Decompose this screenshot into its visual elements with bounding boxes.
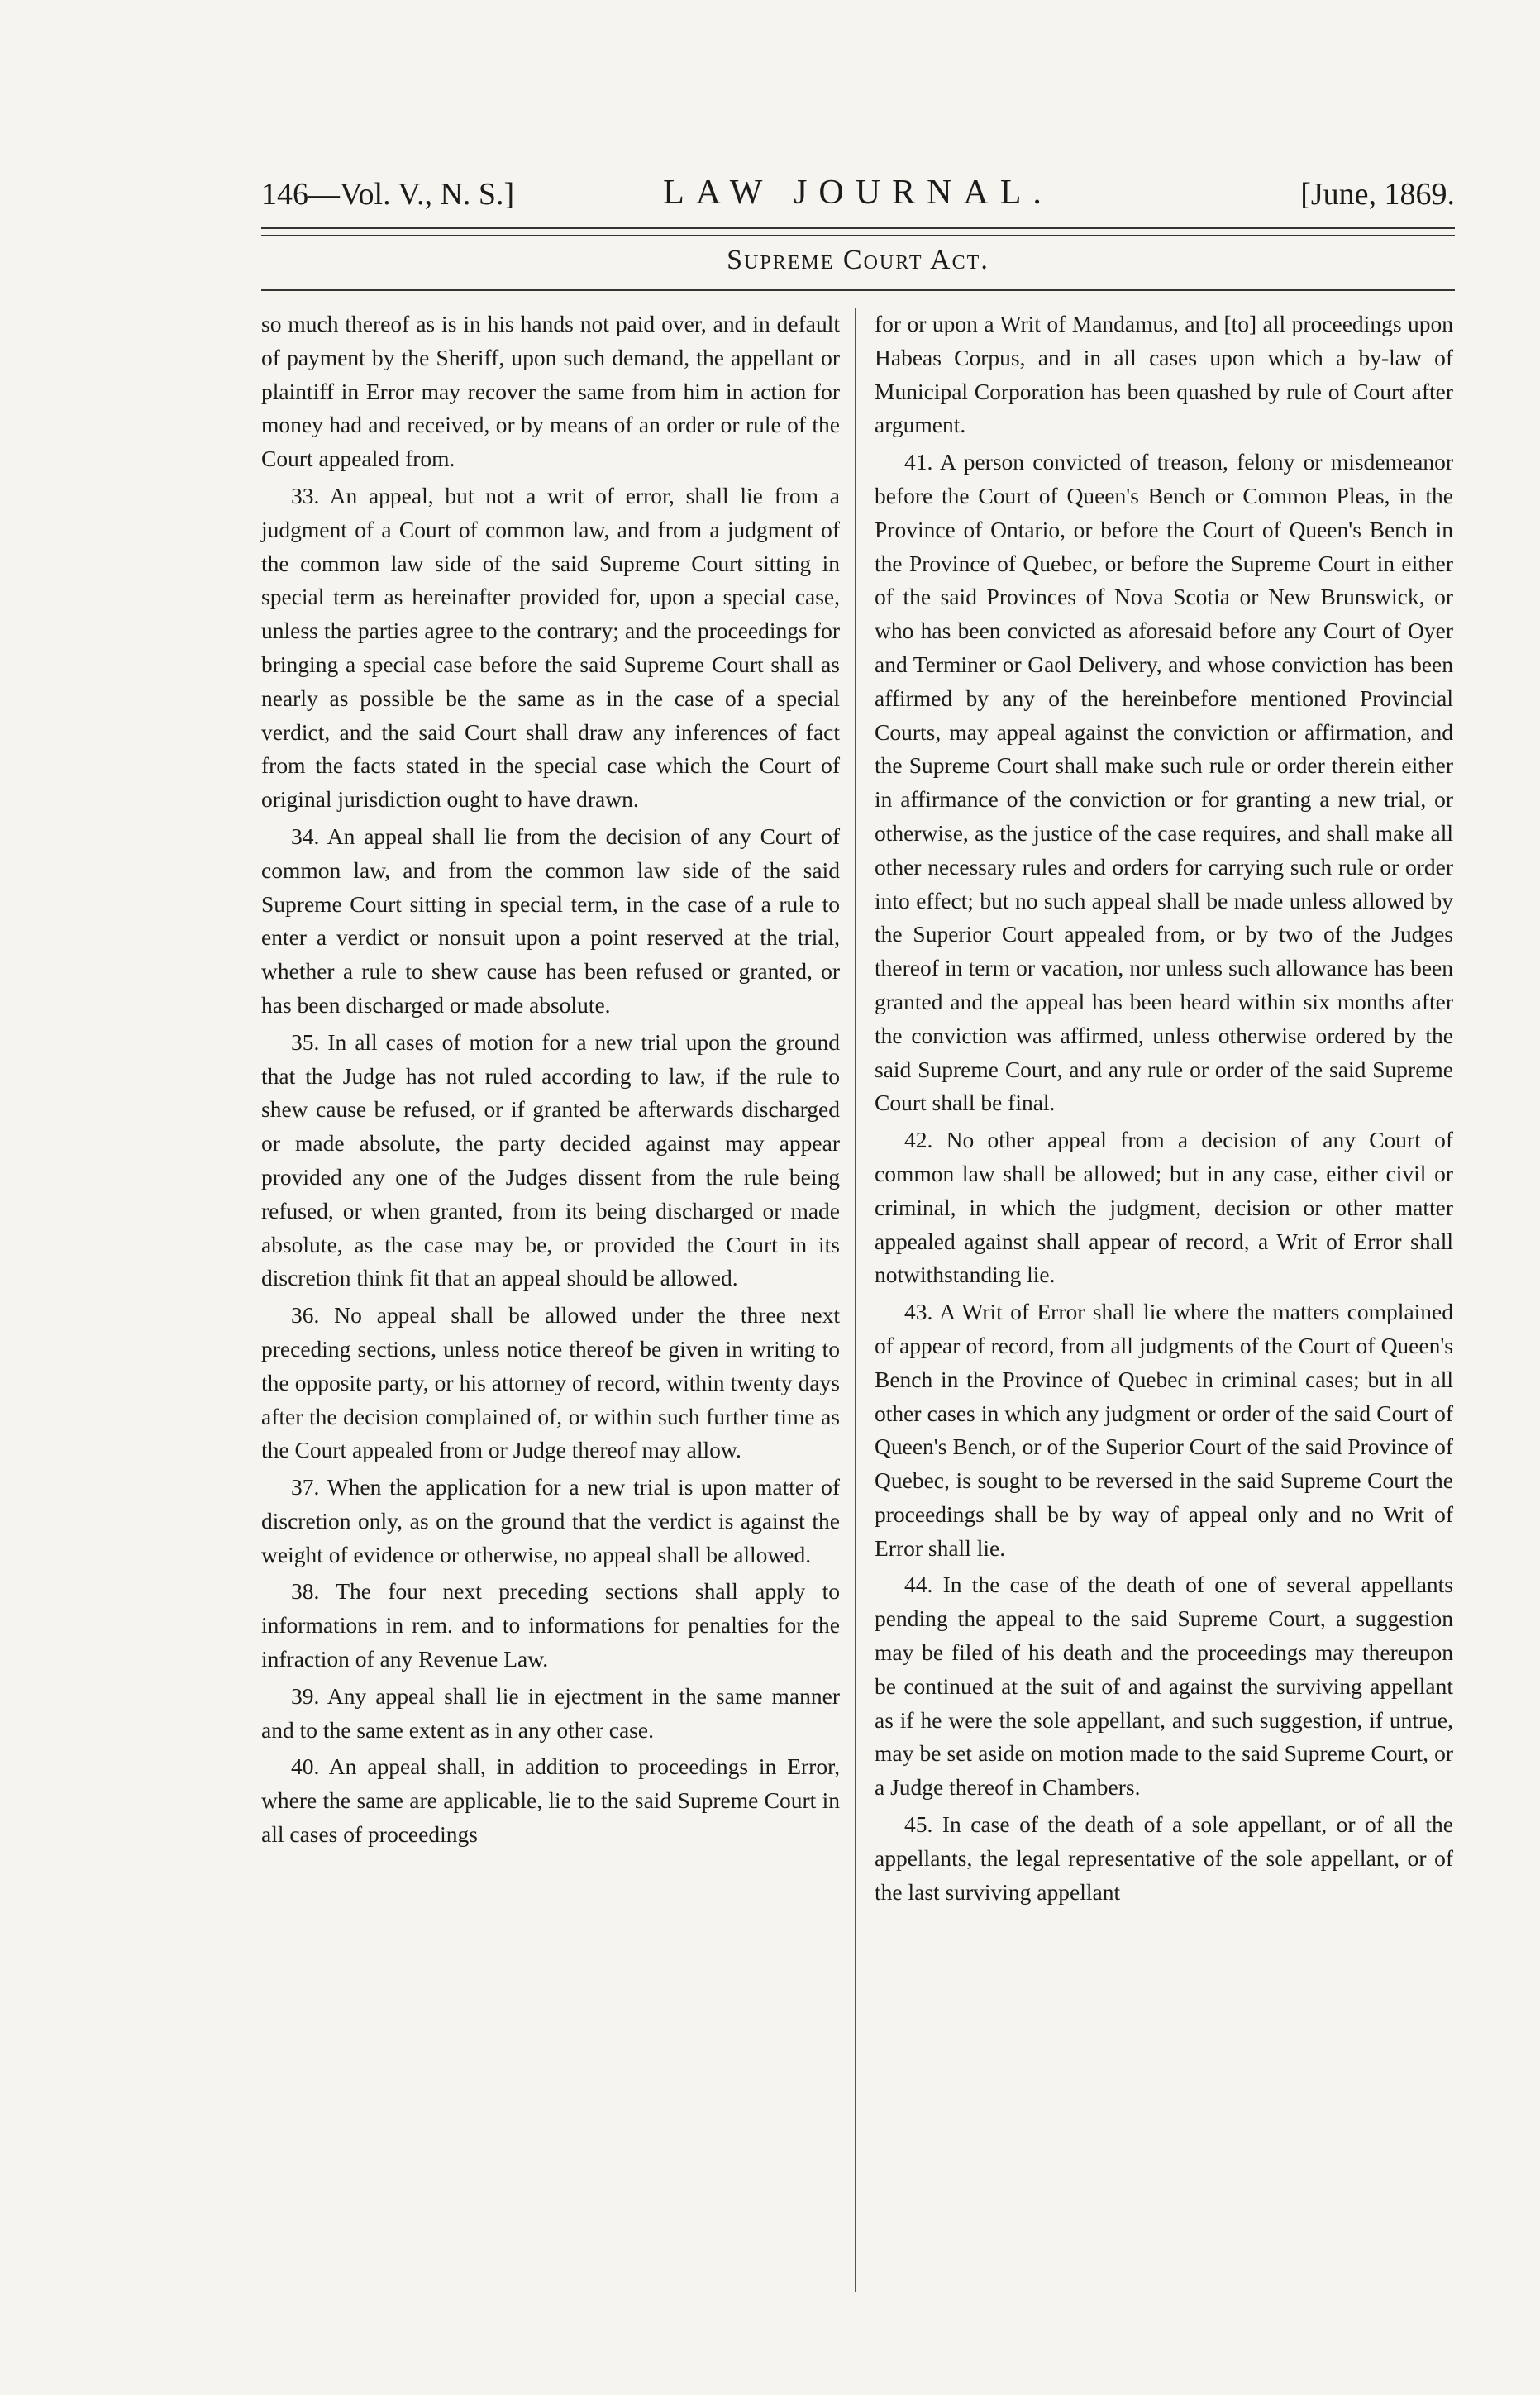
left-column xyxy=(261,308,840,1855)
section-39: 39. Any appeal shall lie in ejectment in the same manner and to the same extent as in any other case. xyxy=(261,1682,840,1743)
section-37: 37. When the application for a new trial is upon matter of discretion only, as on the ground that the verdict is against the weight of evidence or otherwise, no appeal shall be allowed. xyxy=(261,1474,840,1567)
section-41: 41. A person convicted of treason, felony or misdemeanor before the Court of Queen's Bench or Common Pleas, in the Province of Ontario, or before the Court of Queen's Bench in the Province of Quebec, or before the Supreme Court in either of the said Provinces of Nova Scotia or New Brunswick, or who has been convicted as aforesaid before any Court of Oyer and Terminer or Gaol Delivery, and whose conviction has been affirmed by any of the hereinbefore mentioned Provincial Courts, may appeal against the conviction or affirmation, and the Supreme Court shall make such rule or order therein either in affirmance of the conviction or for granting a new trial, or otherwise, as the justice of the case requires, and shall make all other necessary rules and orders for carrying such rule or order into effect; but no such appeal shall be made unless allowed by the Superior Court appealed from, or by two of the Judges thereof in term or vacation, nor unless such allowance has been granted and the appeal has been heard within six months after the conviction was affirmed, unless otherwise ordered by the said Supreme Court, and any rule or order of the said Supreme Court shall be final. xyxy=(875,449,1453,1116)
journal-title: LAW JOURNAL. xyxy=(663,174,1053,212)
column-divider xyxy=(855,308,856,2292)
page-header xyxy=(261,169,1455,216)
section-45: 45. In case of the death of a sole appellant, or of all the appellants, the legal representative of the sole appellant, or of the last surviving appellant xyxy=(875,1811,1453,1905)
header-single-rule xyxy=(261,289,1455,291)
section-33: 33. An appeal, but not a writ of error, shall lie from a judgment of a Court of common law, and from a judgment of the common law side of the said Supreme Court sitting in special term as hereinafter provided for, upon a special case, unless the parties agree to the contrary; and the proceedings for bringing a special case before the said Supreme Court shall as nearly as possible be the same as in the case of a special verdict, and the said Court shall draw any inferences of fact from the facts stated in the special case which the Court of original jurisdiction ought to have drawn. xyxy=(261,482,840,813)
issue-date: [June, 1869. xyxy=(1300,177,1455,212)
section-title: Supreme Court Act. xyxy=(727,245,989,275)
section-36: 36. No appeal shall be allowed under the three next preceding sections, unless notice thereof be given in writing to the opposite party, or his attorney of record, within twenty days after the decision complained of, or within such further time as the Court appealed from or Judge thereof may allow. xyxy=(261,1302,840,1463)
paragraph: for or upon a Writ of Mandamus, and [to] all proceedings upon Habeas Corpus, and in all cases upon which a by-law of Municipal Corporation has been quashed by rule of Court after argument. xyxy=(875,311,1453,438)
section-40: 40. An appeal shall, in addition to proceedings in Error, where the same are applicable, lie to the said Supreme Court in all cases of proceedings xyxy=(261,1753,840,1848)
section-42: 42. No other appeal from a decision of any Court of common law shall be allowed; but in any case, either civil or criminal, in which the judgment, decision or other matter appealed against shall appear of record, a Writ of Error shall notwithstanding lie. xyxy=(875,1127,1453,1288)
header-double-rule xyxy=(261,227,1455,236)
section-43: 43. A Writ of Error shall lie where the matters complained of appear of record, from all judgments of the Court of Queen's Bench in the Province of Quebec in criminal cases; but in all other cases in which any judgment or order of the said Court of Queen's Bench, or of the Superior Court of the said Province of Quebec, is sought to be reversed in the said Supreme Court the proceedings shall be by way of appeal only and no Writ of Error shall lie. xyxy=(875,1299,1453,1561)
section-44: 44. In the case of the death of one of several appellants pending the appeal to the said Supreme Court, a suggestion may be filed of his death and the proceedings may thereupon be continued at the suit of and against the surviving appellant as if he were the sole appellant, and such suggestion, if untrue, may be set aside on motion made to the said Supreme Court, or a Judge thereof in Chambers. xyxy=(875,1572,1453,1801)
section-34: 34. An appeal shall lie from the decision of any Court of common law, and from the common law side of the said Supreme Court sitting in special term, in the case of a rule to enter a verdict or nonsuit upon a point reserved at the trial, whether a rule to shew cause has been refused or granted, or has been discharged or made absolute. xyxy=(261,823,840,1018)
section-38: 38. The four next preceding sections shall apply to informations in rem. and to informations for penalties for the infraction of any Revenue Law. xyxy=(261,1578,840,1672)
page-reference: 146—Vol. V., N. S.] xyxy=(261,177,515,212)
paragraph: so much thereof as is in his hands not paid over, and in default of payment by the Sheriff, upon such demand, the appellant or plaintiff in Error may recover the same from him in action for money had and received, or by means of an order or rule of the Court appealed from. xyxy=(261,311,840,472)
section-35: 35. In all cases of motion for a new trial upon the ground that the Judge has not ruled according to law, if the rule to shew cause be refused, or if granted be afterwards discharged or made absolute, the party decided against may appear provided any one of the Judges dissent from the rule being refused, or when granted, from its being discharged or made absolute, as the case may be, or provided the Court in its discretion think fit that an appeal should be allowed. xyxy=(261,1028,840,1291)
right-column xyxy=(875,308,1453,1912)
